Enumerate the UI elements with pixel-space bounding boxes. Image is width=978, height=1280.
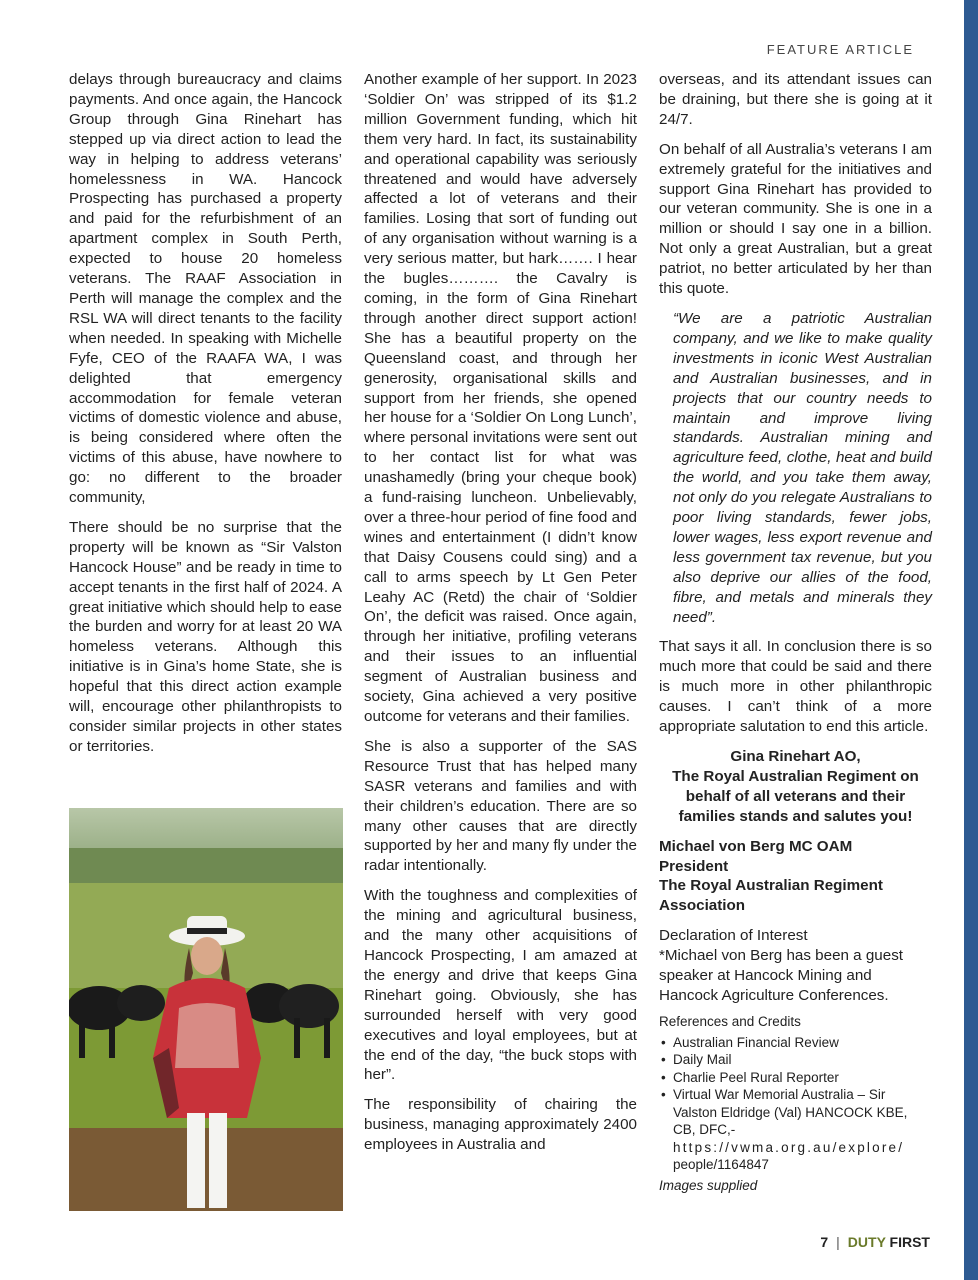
declaration bbox=[659, 926, 932, 1006]
brand-duty: DUTY bbox=[847, 1234, 886, 1250]
signature-title: President bbox=[659, 857, 729, 875]
article-column-2 bbox=[364, 70, 637, 1165]
reference-link-continued[interactable]: people/1164847 bbox=[673, 1157, 769, 1173]
page-footer bbox=[820, 1234, 930, 1250]
reference-item: • Daily Mail bbox=[659, 1051, 932, 1069]
brand-first: FIRST bbox=[889, 1234, 930, 1250]
signature-name: Michael von Berg MC OAM bbox=[659, 837, 853, 855]
salutation-line-1: Gina Rinehart AO, bbox=[730, 748, 861, 765]
signature-block bbox=[659, 837, 932, 917]
pull-quote: “We are a patriotic Australian company, and we like to make quality investments in iconic West Australian and Australian businesses, and in projects that our country needs to maintain and improve living standards. Australian mining and agriculture feed, clothe, heat and build the world, and you take them away, not only do you relegate Australians to poor living standards, fewer jobs, lower wages, less export revenue and less government tax revenue, but you also deprive our allies of the food, fibre, and metals and minerals they need”. bbox=[673, 309, 932, 626]
salutation-line-2: The Royal Australian Regiment on behalf of all veterans and their families stands and salutes you! bbox=[672, 767, 919, 825]
reference-item: • Australian Financial Review bbox=[659, 1034, 932, 1052]
article-column-1 bbox=[69, 70, 342, 767]
reference-item: • Charlie Peel Rural Reporter bbox=[659, 1069, 932, 1087]
paragraph: delays through bureaucracy and claims payments. And once again, the Hancock Group through Gina Rinehart has stepped up via direct action to lead the way in helping to address veterans’ homelessness in WA. Hancock Prospecting has purchased a property and paid for the refurbishment of an apartment complex in South Perth, expected to house 20 homeless veterans. The RAAF Association in Perth will manage the complex and the RSL WA will direct tenants to the facility when needed. In speaking with Michelle Fyfe, CEO of the RAAFA WA, I was delighted that emergency accommodation for female veteran victims of domestic violence and abuse, is being considered where often the victims of this abuse, have nowhere to go: no different to the broader community, bbox=[69, 71, 342, 507]
article-photo bbox=[69, 808, 343, 1211]
declaration-title: Declaration of Interest bbox=[659, 927, 808, 945]
signature-organisation: The Royal Australian Regiment Association bbox=[659, 877, 883, 915]
section-label: FEATURE ARTICLE bbox=[766, 42, 914, 57]
paragraph: Another example of her support. In 2023 ‘Soldier On’ was stripped of its $1.2 million Government funding, which hit them very hard. In fact, its sustainability and operational capability was seriously threatened and would have adversely affected a lot of veterans and their families. Losing that sort of funding out of any organisation without warning is a very serious matter, but hark……. I hear the bugles………. the Cavalry is coming, in the form of Gina Rinehart through another direct support action! She has a beautiful property on the Queensland coast, and through her generosity, organisational skills and support from her friends, she opened her house for a ‘Soldier On Long Lunch’, where personal invitations were sent out to her contact list for what was unashamedly (bring your cheque book) a fund-raising luncheon. Unbelievably, over a three-hour period of fine food and wines and entertainment (I didn’t know that Daisy Cousens could sing) and a call to arms speech by Lt Gen Peter Leahy AC (Retd) the chair of ‘Soldier On’, the deficit was raised. Once again, through her initiative, profiling veterans and their issues to an influential segment of Australian business and society, Gina achieved a very positive outcome for veterans and their families. bbox=[364, 71, 637, 725]
paragraph: The responsibility of chairing the business, managing approximately 2400 employees in Australia and bbox=[364, 1096, 637, 1154]
accent-side-bar bbox=[964, 0, 978, 1280]
declaration-text: *Michael von Berg has been a guest speaker at Hancock Mining and Hancock Agriculture Conferences. bbox=[659, 947, 904, 1004]
paragraph: There should be no surprise that the property will be known as “Sir Valston Hancock House” and be ready in time to accept tenants in the first half of 2024. A great initiative which should help to ease the burden and worry for at least 20 WA homeless veterans. Although this initiative is in Gina’s home State, she is hopeful that this direct action example will, encourage other philanthropists to consider similar projects in other states or territories. bbox=[69, 518, 342, 755]
paragraph: On behalf of all Australia’s veterans I am extremely grateful for the initiatives and support Gina Rinehart has provided to our veteran community. She is one in a million or should I say one in a billion. Not only a great Australian, but a great patriot, no better articulated by her than this quote. bbox=[659, 140, 932, 298]
article-column-3 bbox=[659, 70, 932, 1196]
images-credit: Images supplied bbox=[659, 1177, 758, 1193]
paragraph: She is also a supporter of the SAS Resource Trust that has helped many SASR veterans and families and with their children’s education. There are so many other causes that are directly supported by her and many fly under the radar intentionally. bbox=[364, 737, 637, 875]
photo-illustration bbox=[69, 808, 343, 1211]
footer-separator: | bbox=[836, 1234, 840, 1250]
references-title: References and Credits bbox=[659, 1013, 801, 1029]
paragraph: With the toughness and complexities of the mining and agricultural business, and the many other acquisitions of Hancock Prospecting, I am amazed at the energy and drive that keeps Gina Rinehart going. Obviously, she has surrounded herself with very good executives and loyal employees, but at the end of the day, “the buck stops with her”. bbox=[364, 887, 637, 1084]
page-number: 7 bbox=[820, 1234, 829, 1250]
paragraph: overseas, and its attendant issues can be draining, but there she is going at it 24/7. bbox=[659, 71, 932, 128]
reference-text: Virtual War Memorial Australia – Sir Valston Eldridge (Val) HANCOCK KBE, CB, DFC,- bbox=[673, 1087, 908, 1138]
reference-item bbox=[659, 1086, 932, 1174]
salutation bbox=[659, 747, 932, 827]
references-list bbox=[659, 1034, 932, 1174]
paragraph: That says it all. In conclusion there is so much more that could be said and there is much more in other philanthropic causes. I can’t think of a more appropriate salutation to end this article. bbox=[659, 638, 932, 736]
reference-link[interactable]: https://vwma.org.au/explore/ bbox=[673, 1139, 905, 1155]
